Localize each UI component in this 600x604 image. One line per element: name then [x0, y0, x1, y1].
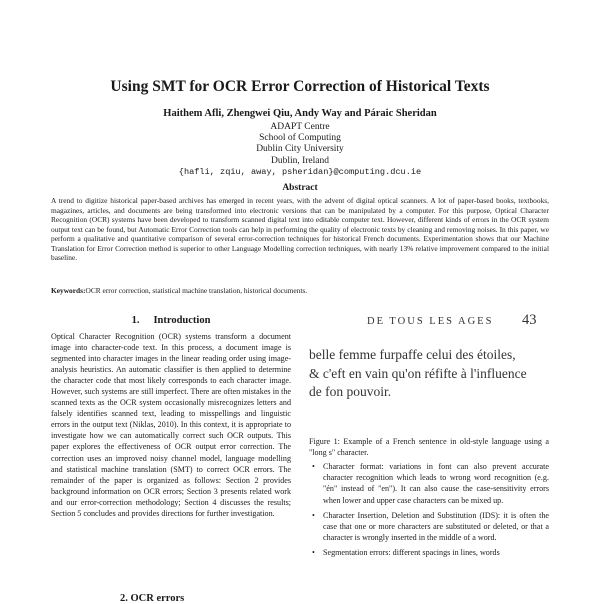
- bullet-icon: •: [312, 548, 315, 558]
- list-item: [309, 461, 549, 506]
- keywords: [51, 286, 549, 296]
- paper-authors: Haithem Afli, Zhengwei Qiu, Andy Way and Páraic Sheridan: [163, 108, 437, 119]
- list-item: [309, 547, 549, 558]
- section-title: Introduction: [153, 315, 211, 326]
- section-heading-ocr-errors: 2. OCR errors: [120, 593, 185, 604]
- error-type-list: [309, 461, 549, 563]
- section-heading-introduction: [51, 315, 291, 326]
- affiliation-line: School of Computing: [259, 133, 341, 144]
- affiliation-block: [0, 122, 600, 178]
- bullet-icon: •: [312, 462, 315, 471]
- keywords-list: OCR error correction, statistical machine translation, historical documents.: [85, 286, 308, 295]
- figure-text-line: & c'eft en vain qu'on réfifte à l'influence: [309, 366, 527, 381]
- keywords-label: Keywords:: [51, 286, 86, 295]
- figure-old-style-text: [309, 312, 549, 417]
- affiliation-line: Dublin, Ireland: [270, 155, 330, 166]
- introduction-text: Optical Character Recognition (OCR) systems transform a document image into character-code text. In this process, a document image is segmented into character images in the linear reading order using image-analysis heuristics. An automatic classifier is then applied to determine the character code that most likely corresponds to each character image. However, such systems are still imperfect. There are often mistakes in the scanned texts as the OCR system occasionally misrecognizes letters and falsely identifies scanned text, leading to misspellings and linguistic errors in the output text (Niklas, 2010). In this context, it is appropriate to investigate how we can automatically correct such OCR outputs. This paper explores the effectiveness of OCR output error correction. The correction uses an improved noisy channel model, language modelling and statistical machine translation (SMT) to correct OCR errors. The remainder of the paper is organized as follows: Section 2 provides background information on OCR errors; Section 3 presents related work and our error-correction methodology; Section 4 discusses the results; Section 5 concludes and provides directions for further investigation.: [51, 332, 291, 518]
- abstract-heading: Abstract: [282, 183, 318, 193]
- figure-text-line: belle femme furpaffe celui des étoiles,: [309, 347, 516, 362]
- figure-running-header: DE TOUS LES AGES: [367, 316, 494, 327]
- figure-page-number: 43: [522, 312, 537, 328]
- list-item-text: Segmentation errors: different spacings in lines, words: [323, 548, 500, 558]
- affiliation-line: ADAPT Centre: [270, 122, 330, 132]
- affiliation-line: Dublin City University: [256, 144, 344, 155]
- abstract-text: A trend to digitize historical paper-based archives has emerged in recent years, with the advent of digital optical scanners. A lot of paper-based books, textbooks, magazines, articles, and documents are being transformed into electronic versions that can be manipulated by a computer. For this purpose, Optical Character Recognition (OCR) systems have been developed to transform scanned digital text into editable computer text. However, different kinds of errors in the OCR system output text can be found, but Automatic Error Correction tools can help in performing the quality of electronic texts by cleaning and removing noises. In this paper, we perform a qualitative and quantitative comparison of several error-correction techniques for historical French documents. Experimentation shows that our Machine Translation for Error Correction method is superior to other Language Modelling correction techniques, with nearly 13% relative improvement compared to the initial baseline.: [51, 196, 549, 263]
- section-number: 1.: [131, 315, 140, 326]
- list-item-text: Character format: variations in font can also prevent accurate character recognition which leads to wrong word recognition (e.g. "én" instead of "en"). It can also cause the case-sensitivity errors when lower and upper case characters can be mixed up.: [323, 462, 549, 505]
- figure-caption: Figure 1: Example of a French sentence in old-style language using a "long s" character.: [309, 437, 549, 457]
- author-email: {hafli, zqiu, away, psheridan}@computing.dcu.ie: [178, 166, 422, 177]
- paper-title: Using SMT for OCR Error Correction of Historical Texts: [110, 78, 490, 95]
- bullet-icon: •: [312, 510, 315, 520]
- figure-text-line: de fon pouvoir.: [309, 384, 392, 399]
- list-item: [309, 510, 549, 544]
- list-item-text: Character Insertion, Deletion and Substitution (IDS): it is often the case that one or more characters are substituted or deleted, or that a character is wrongly inserted in the middle of a word.: [323, 510, 549, 543]
